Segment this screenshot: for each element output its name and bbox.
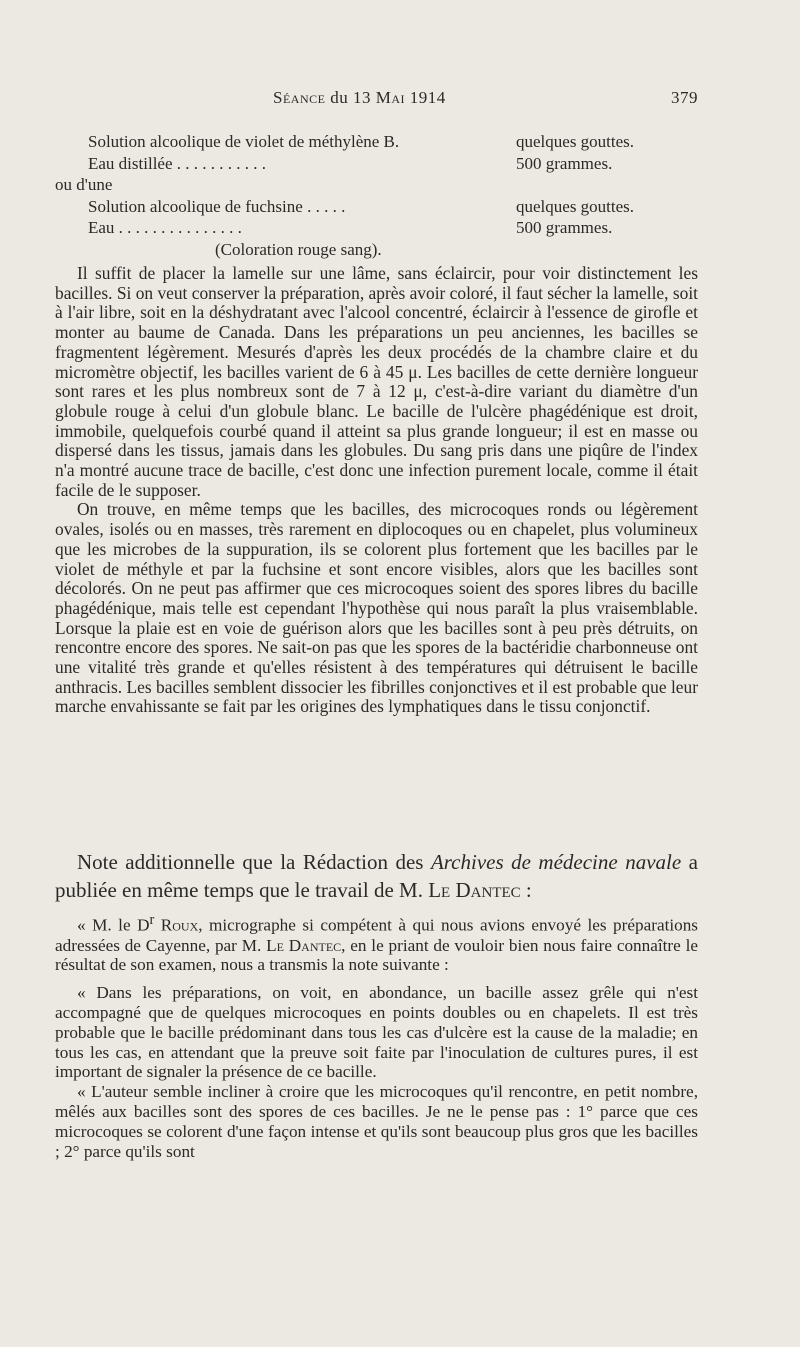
staining-recipe — [55, 131, 700, 260]
recipe-ingredient: Eau distillée . . . . . . . . . . . — [88, 153, 267, 173]
heading-text: a publiée en même temps que le travail de M. — [55, 850, 698, 902]
recipe-ingredient: Eau . . . . . . . . . . . . . . . — [88, 218, 242, 237]
recipe-quantity: 500 grammes. — [516, 153, 613, 173]
note-heading-text — [55, 848, 698, 904]
recipe-row — [55, 131, 700, 153]
recipe-row — [55, 153, 700, 175]
journal-title: Archives de médecine navale — [430, 850, 682, 874]
quoted-note — [55, 911, 698, 1161]
page-number: 379 — [671, 88, 698, 107]
title-mai-initial: M — [375, 88, 392, 107]
quote-paragraph: « L'auteur semble incliner à croire que les microcoques qu'il rencontre, en petit nombre, mêlés aux bacilles sont des spores de ces bacilles. Je ne le pense pas : 1° parce que ces microcoques se colorent d'une façon intense et qu'ils sont beaucoup plus gros que les bacilles ; 2° parce qu'ils sont — [55, 1082, 698, 1161]
name-initial: R — [154, 915, 173, 935]
recipe-ingredient: Solution alcoolique de violet de méthylène B. — [88, 132, 400, 151]
quote-paragraph — [55, 911, 698, 975]
quote-paragraph: « Dans les préparations, on voit, en abondance, un bacille assez grêle qui n'est accompagné que de quelques microcoques en points doubles ou en chapelets. Il est très probable que le bacille prédominant dans tous les cas d'ulcère est la cause de la maladie; en tous les cas, en attendant que la preuve soit faite par l'inoculation de cultures pures, il est important de signaler la présence de ce bacille. — [55, 983, 698, 1082]
heading-text: Note additionnelle que la Rédaction des — [77, 850, 431, 874]
quote-text: , micrographe si compétent à qui nous avions envoyé les préparations adressées de Cayenne, par M. — [55, 915, 698, 955]
quote-superscript: r — [149, 912, 155, 928]
name-initial: L — [266, 935, 277, 955]
name-part: e — [276, 935, 284, 955]
title-du: du 13 — [325, 88, 376, 107]
paragraph: Il suffit de placer la lamelle sur une lâme, sans éclaircir, pour voir distinctement les bacilles. Si on veut conserver la préparation, après avoir coloré, il faut sécher la lamelle, soit à l'air libre, soit en la déshydratant avec l'alcool concentré, éclaircir à l'essence de girofle et monter au baume de Canada. Dans les préparations un peu anciennes, les bacilles se fragmentent légèrement. Mesurés d'après les deux procédés de la chambre claire et du micromètre objectif, les bacilles varient de 6 à 45 μ. Les bacilles de cette dernière longueur sont rares et les plus nombreux sont de 7 à 12 μ, c'est-à-dire variant du diamètre d'un globule rouge à celui d'un globule blanc. Le bacille de l'ulcère phagédénique est droit, immobile, quelquefois courbé quand il atteint sa plus grande longueur; il est en masse ou dispersé dans les tissus, jamais dans les globules. Du sang pris dans une piqûre de l'index n'a montré aucune trace de bacille, c'est donc une infection purement locale, comme il était facile de le supposer. — [55, 263, 698, 500]
name-initial: D — [283, 935, 302, 955]
body-section — [55, 264, 698, 717]
author-name-part: e — [441, 878, 451, 902]
title-seance-rest: éance — [282, 88, 326, 107]
recipe-row — [55, 174, 700, 196]
title-year: 1914 — [405, 88, 446, 107]
paragraph: On trouve, en même temps que les bacilles, des microcoques ronds ou légèrement ovales, isolés ou en masses, très rarement en diplocoques ou en chapelet, plus volumineux que les microbes de la suppuration, ils se colorent plus fortement que les bacilles par le violet de méthyle et par la fuchsine et sont encore visibles, alors que les bacilles sont décolorés. On ne peut pas affirmer que ces microcoques soient des spores libres du bacille phagédénique, mais telle est cependant l'hypothèse qui nous paraît la plus vraisemblable. Lorsque la plaie est en voie de guérison alors que les bacilles sont à peu près détruits, on rencontre encore des spores. Ne sait-on pas que les spores de la bactéridie charbonneuse ont une vitalité très grande et qu'elles résistent à des températures qui détruisent le bacille anthracis. Les bacilles semblent dissocier les fibrilles conjonctives et il est probable que leur marche envahissante se fait par les origines des lymphatiques dans le tissu conjonctif. — [55, 499, 698, 717]
recipe-quantity: quelques gouttes. — [516, 196, 635, 216]
author-initial: D — [455, 878, 471, 902]
recipe-ingredient: Solution alcoolique de fuchsine . . . . . — [88, 196, 346, 216]
quote-text: « M. le D — [77, 915, 150, 935]
running-header — [55, 88, 698, 114]
note-heading — [55, 848, 698, 904]
name-part: antec — [301, 935, 342, 955]
recipe-row — [55, 239, 700, 261]
title-mai-rest: ai — [391, 88, 406, 107]
heading-colon: : — [520, 878, 532, 902]
name-part: oux — [172, 915, 199, 935]
author-name-part: antec — [470, 878, 521, 902]
recipe-row — [55, 196, 700, 218]
recipe-quantity: 500 grammes. — [516, 218, 613, 237]
recipe-alternative: ou d'une — [55, 175, 113, 194]
quote-text: , en le priant de vouloir bien nous faire connaître le résultat de son examen, nous a transmis la note suivante : — [55, 935, 698, 975]
recipe-quantity: quelques gouttes. — [516, 132, 635, 151]
author-initial: L — [428, 878, 442, 902]
title-seance-initial: S — [273, 88, 283, 107]
running-title — [273, 88, 446, 108]
recipe-row — [55, 217, 700, 239]
recipe-note: (Coloration rouge sang). — [215, 239, 382, 259]
